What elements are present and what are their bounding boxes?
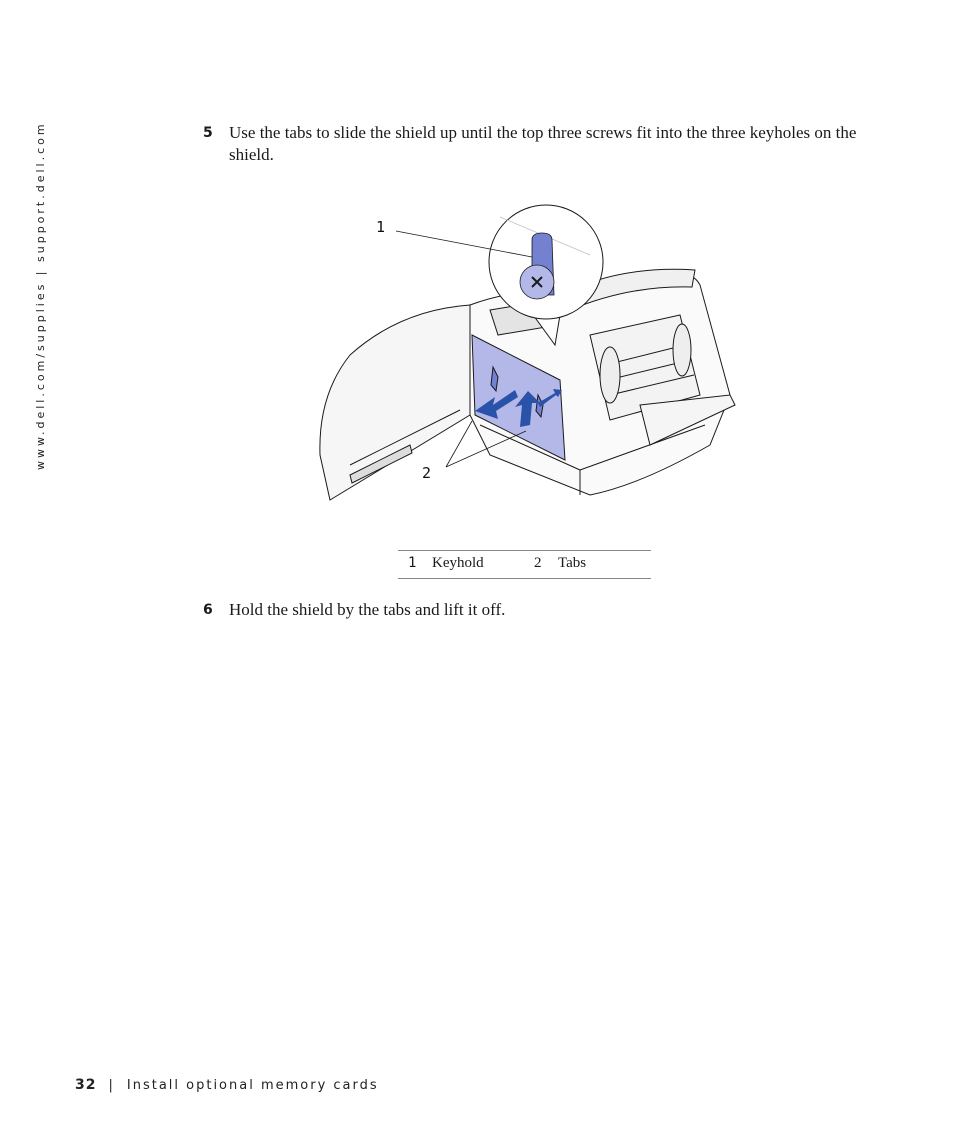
section-title: Install optional memory cards [126,1078,379,1093]
printer-shield-illustration [310,195,750,515]
page-footer [75,1077,379,1093]
legend-label: Tabs [558,555,587,571]
step-text: Hold the shield by the tabs and lift it off. [229,600,506,619]
step-number: 6 [203,602,213,618]
page-number: 32 [75,1077,97,1093]
step-6 [203,599,863,621]
figure-legend [398,550,651,579]
legend-label: Keyhold [432,555,484,571]
printer-door [320,305,470,500]
legend-number: 2 [534,555,542,571]
callout-2: 2 [422,464,432,482]
legend-number: 1 [408,555,417,571]
step-text: Use the tabs to slide the shield up until the top three screws fit into the three keyholes on the shield. [229,123,857,164]
sidebar-url: www.dell.com/supplies | support.dell.com [34,121,47,470]
step-5 [203,122,863,166]
step-number: 5 [203,125,213,141]
callout-1: 1 [376,218,386,236]
footer-separator: | [108,1078,113,1093]
